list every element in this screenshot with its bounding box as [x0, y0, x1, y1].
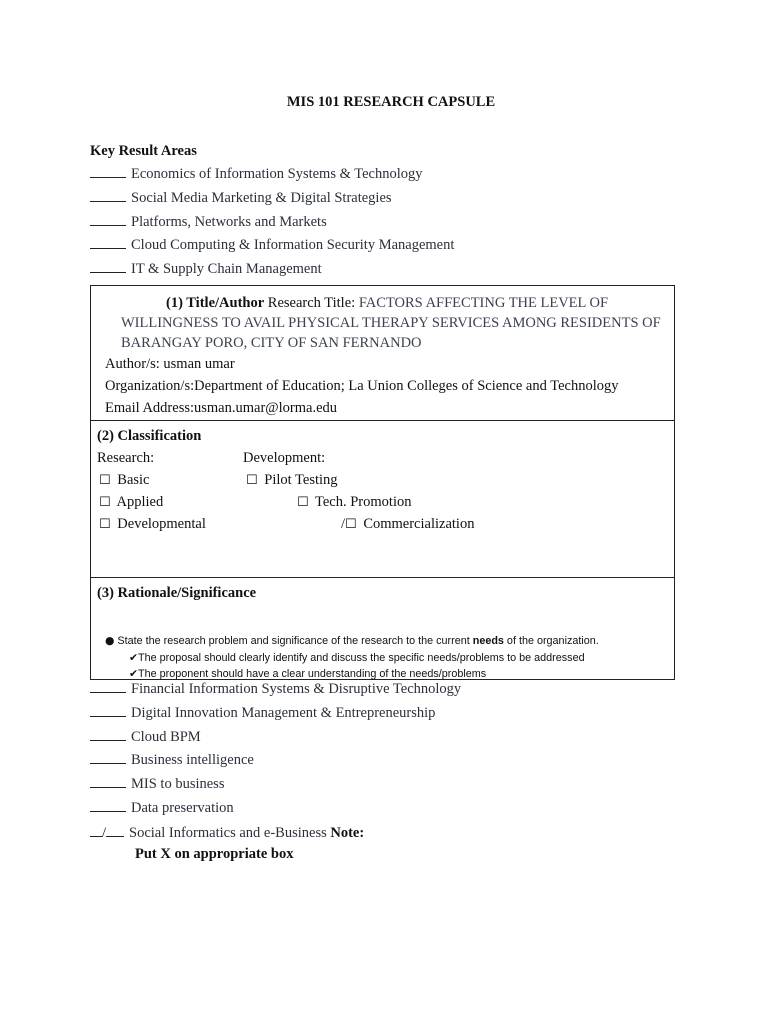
kra-blank[interactable] [90, 702, 126, 717]
kra-blank[interactable] [90, 822, 102, 837]
section-rationale [91, 577, 674, 679]
option-label: Tech. Promotion [315, 494, 412, 510]
bullet-text-end: of the organization. [503, 635, 599, 647]
note-instruction: Put X on appropriate box [135, 846, 294, 862]
research-title-label: Research Title: [267, 295, 356, 311]
kra-blank[interactable] [90, 211, 126, 226]
organization-value[interactable]: Department of Education; La Union Colleges of Science and Technology [194, 378, 619, 394]
option-commercialization[interactable] [341, 516, 474, 533]
section-title-author [91, 286, 674, 421]
organization-line [105, 378, 618, 395]
research-heading: Research: [97, 450, 155, 466]
checkbox-icon[interactable]: ☐ [246, 473, 258, 488]
kra-blank[interactable] [106, 822, 124, 837]
author-value[interactable]: usman umar [163, 356, 235, 372]
option-label: Commercialization [363, 516, 475, 532]
author-line [105, 356, 235, 373]
kra-list-top [90, 163, 454, 282]
option-label: Basic [117, 472, 150, 488]
kra-blank[interactable] [90, 163, 126, 178]
kra-item [90, 773, 461, 797]
kra-label: Cloud BPM [131, 728, 201, 745]
option-pilot-testing[interactable] [246, 472, 338, 489]
kra-label: MIS to business [131, 776, 225, 793]
check-text: The proponent should have a clear understanding of the needs/problems [138, 668, 487, 680]
kra-item-selected [90, 822, 364, 842]
email-value[interactable]: usman.umar@lorma.edu [194, 400, 338, 416]
kra-label: Cloud Computing & Information Security Management [131, 237, 455, 254]
selected-mark: / [102, 825, 107, 841]
section3-heading: (3) Rationale/Significance [97, 585, 257, 601]
option-label: Applied [116, 494, 164, 510]
kra-label: Financial Information Systems & Disruptive Technology [131, 681, 462, 697]
kra-label: Digital Innovation Management & Entrepreneurship [131, 704, 436, 721]
kra-item [90, 258, 454, 282]
kra-item [90, 211, 454, 235]
kra-blank[interactable] [90, 258, 126, 273]
bullet-emphasis: needs [472, 635, 504, 647]
checkbox-icon[interactable]: ☐ [297, 495, 309, 510]
research-capsule-form [90, 285, 675, 680]
kra-label: Data preservation [131, 799, 234, 816]
research-title-value[interactable]: FACTORS AFFECTING THE LEVEL OF WILLINGNESS TO AVAIL PHYSICAL THERAPY SERVICES AMONG RESIDENTS OF BARANGAY PORO, CITY OF SAN FERNANDO [121, 295, 661, 351]
kra-label: Social Informatics and e-Business [129, 825, 327, 841]
note-label: Note: [330, 825, 365, 841]
kra-blank[interactable] [90, 797, 126, 812]
check-text: The proposal should clearly identify and discuss the specific needs/problems to be addressed [138, 652, 585, 664]
option-tech-promotion[interactable] [297, 494, 411, 511]
rationale-bullet [105, 634, 599, 647]
email-label: Email Address: [105, 400, 195, 416]
bullet-icon: ● [105, 634, 115, 647]
option-applied[interactable] [99, 494, 163, 511]
option-developmental[interactable] [99, 516, 206, 533]
kra-heading: Key Result Areas [90, 143, 197, 159]
research-title-block [121, 293, 666, 353]
author-label: Author/s: [105, 356, 160, 372]
kra-item [90, 234, 454, 258]
checkbox-icon[interactable]: ☐ [99, 473, 111, 488]
kra-item [90, 726, 461, 750]
section-classification [91, 420, 674, 578]
kra-item [90, 749, 461, 773]
kra-item [90, 702, 461, 726]
kra-item [90, 187, 454, 211]
checkmark-icon: ✔ [129, 651, 139, 664]
kra-item [90, 797, 461, 821]
kra-label: Platforms, Networks and Markets [131, 213, 327, 230]
section1-heading: (1) Title/Author [166, 295, 265, 311]
kra-blank[interactable] [90, 678, 126, 693]
section2-heading: (2) Classification [97, 428, 202, 444]
document-title: MIS 101 RESEARCH CAPSULE [286, 94, 496, 110]
kra-label: Social Media Marketing & Digital Strategies [131, 189, 392, 206]
organization-label: Organization/s: [105, 378, 195, 394]
kra-blank[interactable] [90, 773, 126, 788]
checkbox-icon[interactable]: ☐ [99, 517, 111, 532]
kra-blank[interactable] [90, 187, 126, 202]
checkbox-icon[interactable]: ☐ [345, 517, 357, 532]
bullet-text: State the research problem and significance of the research to the current [117, 635, 473, 647]
kra-item [90, 163, 454, 187]
checkbox-icon[interactable]: ☐ [99, 495, 111, 510]
kra-blank[interactable] [90, 234, 126, 249]
kra-label: Economics of Information Systems & Technology [131, 166, 423, 182]
checkmark-icon: ✔ [129, 667, 139, 680]
option-basic[interactable] [99, 472, 150, 489]
kra-label: Business intelligence [131, 752, 254, 769]
option-label: Pilot Testing [264, 472, 338, 488]
check-mark: / [341, 516, 346, 532]
kra-label: IT & Supply Chain Management [131, 261, 322, 278]
development-heading: Development: [243, 450, 326, 466]
rationale-check-item [129, 651, 585, 664]
kra-blank[interactable] [90, 726, 126, 741]
kra-item [90, 678, 461, 702]
kra-list-bottom [90, 678, 461, 821]
email-line [105, 400, 337, 417]
option-label: Developmental [117, 516, 206, 532]
kra-blank[interactable] [90, 749, 126, 764]
